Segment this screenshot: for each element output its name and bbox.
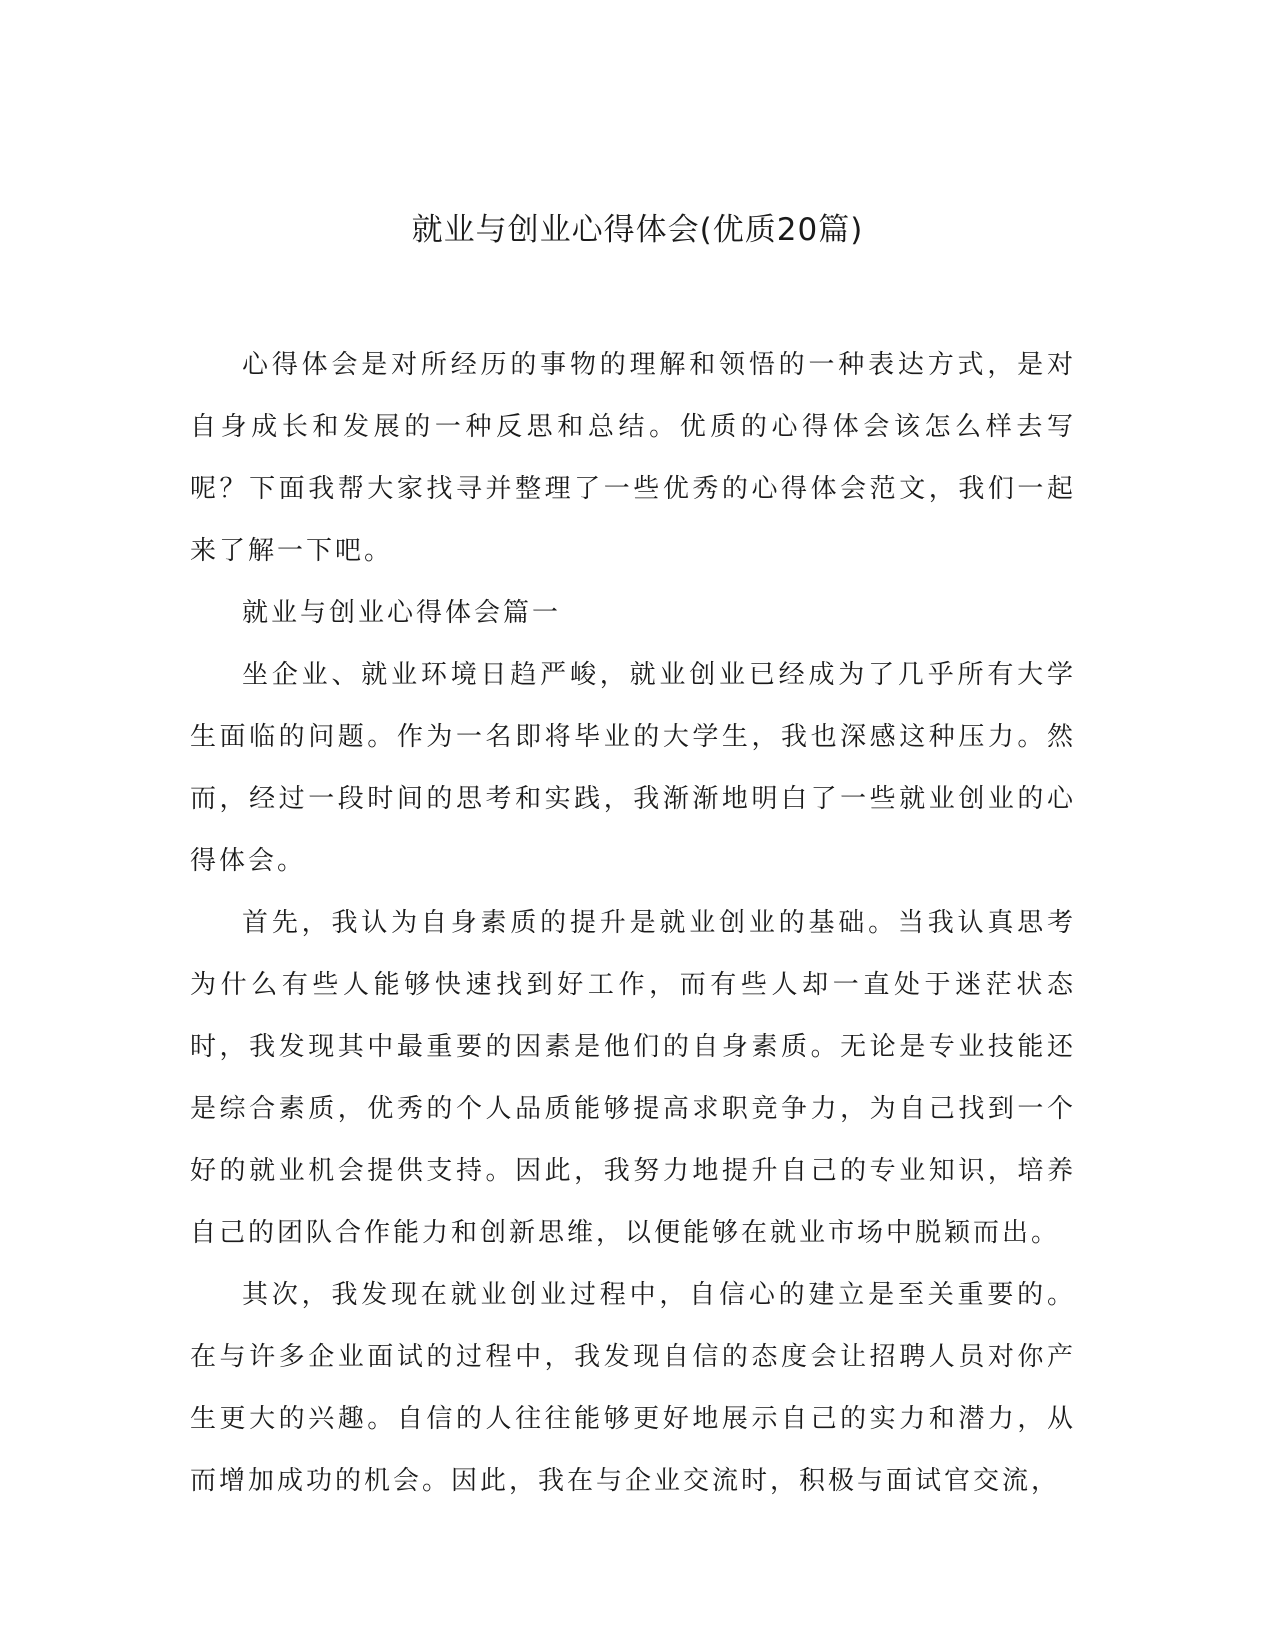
document-body: [190, 334, 1076, 1512]
body-paragraph: 首先，我认为自身素质的提升是就业创业的基础。当我认真思考为什么有些人能够快速找到好工作，而有些人却一直处于迷茫状态时，我发现其中最重要的因素是他们的自身素质。无论是专业技能还是综合素质，优秀的个人品质能够提高求职竞争力，为自己找到一个好的就业机会提供支持。因此，我努力地提升自己的专业知识，培养自己的团队合作能力和创新思维，以便能够在就业市场中脱颖而出。: [190, 908, 1076, 1248]
body-paragraph: 坐企业、就业环境日趋严峻，就业创业已经成为了几乎所有大学生面临的问题。作为一名即将毕业的大学生，我也深感这种压力。然而，经过一段时间的思考和实践，我渐渐地明白了一些就业创业的心得体会。: [190, 660, 1076, 876]
document-title: 就业与创业心得体会(优质20篇): [411, 212, 864, 248]
section-heading: 就业与创业心得体会篇一: [242, 598, 562, 628]
body-paragraph: 其次，我发现在就业创业过程中，自信心的建立是至关重要的。在与许多企业面试的过程中，我发现自信的态度会让招聘人员对你产生更大的兴趣。自信的人往往能够更好地展示自己的实力和潜力，从而增加成功的机会。因此，我在与企业交流时，积极与面试官交流，: [190, 1280, 1076, 1496]
intro-paragraph: 心得体会是对所经历的事物的理解和领悟的一种表达方式，是对自身成长和发展的一种反思和总结。优质的心得体会该怎么样去写呢？下面我帮大家找寻并整理了一些优秀的心得体会范文，我们一起来了解一下吧。: [190, 350, 1076, 566]
